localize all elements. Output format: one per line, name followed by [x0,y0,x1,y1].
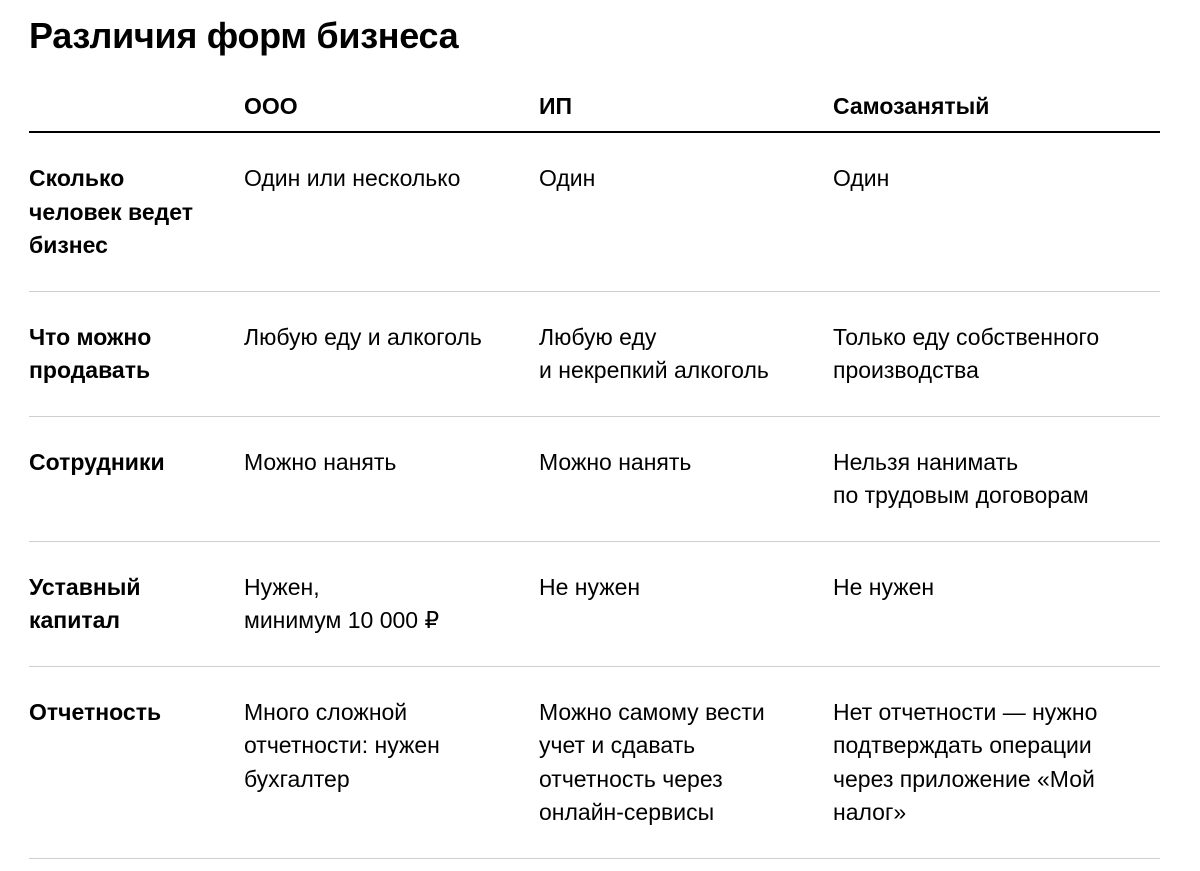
header-ooo: ООО [244,82,539,132]
cell-ip: Можно самому вести учет и сдавать отчетность через онлайн-сервисы [539,666,833,858]
header-empty-cell [29,82,244,132]
cell-self-employed: Только еду собственного производства [833,291,1160,416]
cell-self-employed: Один [833,132,1160,291]
row-label: Что можно продавать [29,291,244,416]
row-label: Отчетность [29,666,244,858]
cell-ooo: Один или несколько [244,132,539,291]
header-ip: ИП [539,82,833,132]
row-label: Сотрудники [29,416,244,541]
table-row [29,666,1160,858]
cell-self-employed: Нет отчетности — нужно подтверждать операции через приложение «Мой налог» [833,666,1160,858]
table-row [29,416,1160,541]
cell-self-employed: Не нужен [833,541,1160,666]
cell-ooo: Нужен, минимум 10 000 ₽ [244,541,539,666]
cell-ooo: Можно нанять [244,416,539,541]
row-label: Уставный капитал [29,541,244,666]
page-title: Различия форм бизнеса [29,15,459,56]
cell-ooo: Любую еду и алкоголь [244,291,539,416]
cell-ip: Можно нанять [539,416,833,541]
cell-ip: Один [539,132,833,291]
table-body [29,132,1160,858]
table-row [29,132,1160,291]
cell-ip: Не нужен [539,541,833,666]
header-row [29,82,1160,132]
table-row [29,541,1160,666]
comparison-table [29,82,1160,859]
cell-ip: Любую еду и некрепкий алкоголь [539,291,833,416]
header-self-employed: Самозанятый [833,82,1160,132]
table-header [29,82,1160,132]
cell-self-employed: Нельзя нанимать по трудовым договорам [833,416,1160,541]
cell-ooo: Много сложной отчетности: нужен бухгалтер [244,666,539,858]
row-label: Сколько человек ведет бизнес [29,132,244,291]
table-row [29,291,1160,416]
